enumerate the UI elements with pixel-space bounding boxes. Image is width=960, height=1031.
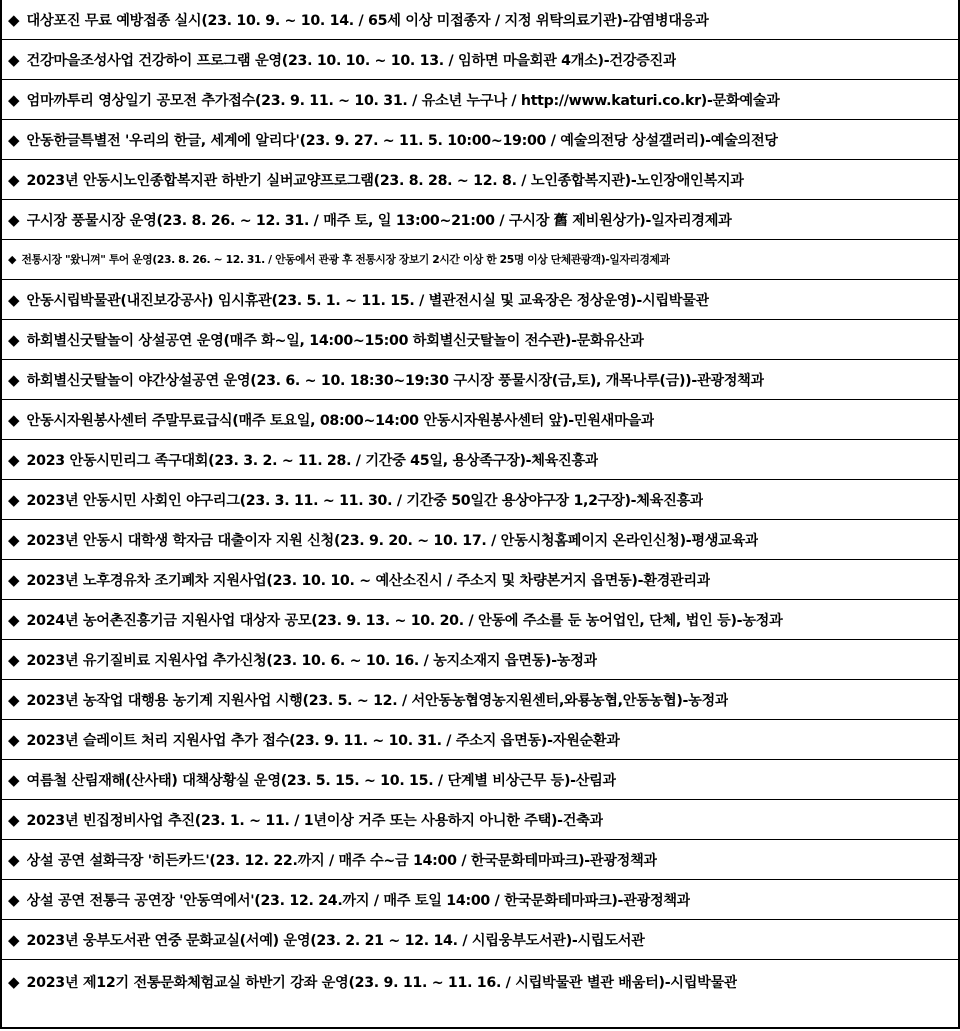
notice-row xyxy=(2,920,958,960)
notice-row xyxy=(2,240,958,280)
notice-list xyxy=(2,0,958,1004)
notice-text: 2023년 슬레이트 처리 지원사업 추가 접수(23. 9. 11. ~ 10. 31. / 주소지 읍면동)-자원순환과 xyxy=(26,732,620,749)
diamond-bullet-icon: ◆ xyxy=(8,450,20,469)
diamond-bullet-icon: ◆ xyxy=(8,10,20,29)
notice-text: 2023년 안동시 대학생 학자금 대출이자 지원 신청(23. 9. 20. ~ 10. 17. / 안동시청홈페이지 온라인신청)-평생교육과 xyxy=(26,532,759,549)
notice-row xyxy=(2,120,958,160)
diamond-bullet-icon: ◆ xyxy=(8,490,20,509)
notice-text: 2023년 빈집정비사업 추진(23. 1. ~ 11. / 1년이상 거주 또는 사용하지 아니한 주택)-건축과 xyxy=(26,812,603,829)
notice-text: 2023년 웅부도서관 연중 문화교실(서예) 운영(23. 2. 21 ~ 12. 14. / 시립웅부도서관)-시립도서관 xyxy=(26,932,645,949)
notice-row xyxy=(2,80,958,120)
notice-row xyxy=(2,840,958,880)
notice-text: 하회별신굿탈놀이 상설공연 운영(매주 화~일, 14:00~15:00 하회별신굿탈놀이 전수관)-문화유산과 xyxy=(26,332,644,349)
notice-text: 2023년 안동시노인종합복지관 하반기 실버교양프로그램(23. 8. 28. ~ 12. 8. / 노인종합복지관)-노인장애인복지과 xyxy=(26,172,744,189)
notice-row xyxy=(2,640,958,680)
diamond-bullet-icon: ◆ xyxy=(8,370,20,389)
diamond-bullet-icon: ◆ xyxy=(8,850,20,869)
diamond-bullet-icon: ◆ xyxy=(8,570,20,589)
notice-text: 2023년 노후경유차 조기폐차 지원사업(23. 10. 10. ~ 예산소진시 / 주소지 및 차량본거지 읍면동)-환경관리과 xyxy=(26,572,711,589)
notice-row xyxy=(2,720,958,760)
diamond-bullet-icon: ◆ xyxy=(8,50,20,69)
notice-row xyxy=(2,480,958,520)
notice-row xyxy=(2,40,958,80)
diamond-bullet-icon: ◆ xyxy=(8,730,20,749)
diamond-bullet-icon: ◆ xyxy=(8,973,20,991)
notice-row xyxy=(2,680,958,720)
notice-text: 상설 공연 전통극 공연장 '안동역에서'(23. 12. 24.까지 / 매주 토일 14:00 / 한국문화테마파크)-관광정책과 xyxy=(26,892,691,909)
diamond-bullet-icon: ◆ xyxy=(8,170,20,189)
notice-text: 전통시장 "왔니껴" 투어 운영(23. 8. 26. ~ 12. 31. / 안동에서 관광 후 전통시장 장보기 2시간 이상 한 25명 이상 단체관광객)-일자리경제과 xyxy=(21,253,670,266)
notice-row xyxy=(2,520,958,560)
diamond-bullet-icon: ◆ xyxy=(8,290,20,309)
diamond-bullet-icon: ◆ xyxy=(8,810,20,829)
diamond-bullet-icon: ◆ xyxy=(8,770,20,789)
notice-row xyxy=(2,960,958,1004)
diamond-bullet-icon: ◆ xyxy=(8,130,20,149)
diamond-bullet-icon: ◆ xyxy=(8,650,20,669)
diamond-bullet-icon: ◆ xyxy=(8,610,20,629)
notice-text: 대상포진 무료 예방접종 실시(23. 10. 9. ~ 10. 14. / 65세 이상 미접종자 / 지정 위탁의료기관)-감염병대응과 xyxy=(26,12,709,29)
diamond-bullet-icon: ◆ xyxy=(8,530,20,549)
notice-row xyxy=(2,400,958,440)
diamond-bullet-icon: ◆ xyxy=(8,210,20,229)
notice-row xyxy=(2,800,958,840)
diamond-bullet-icon: ◆ xyxy=(8,330,20,349)
notice-row xyxy=(2,280,958,320)
notice-row xyxy=(2,880,958,920)
notice-text: 2023년 유기질비료 지원사업 추가신청(23. 10. 6. ~ 10. 16. / 농지소재지 읍면동)-농정과 xyxy=(26,652,598,669)
notice-text: 2023년 안동시민 사회인 야구리그(23. 3. 11. ~ 11. 30. / 기간중 50일간 용상야구장 1,2구장)-체육진흥과 xyxy=(26,492,704,509)
notice-text: 상설 공연 설화극장 '히든카드'(23. 12. 22.까지 / 매주 수~금 14:00 / 한국문화테마파크)-관광정책과 xyxy=(26,852,657,869)
notice-row xyxy=(2,360,958,400)
notice-text: 건강마을조성사업 건강하이 프로그램 운영(23. 10. 10. ~ 10. 13. / 임하면 마을회관 4개소)-건강증진과 xyxy=(26,52,677,69)
diamond-bullet-icon: ◆ xyxy=(8,690,20,709)
notice-row xyxy=(2,560,958,600)
notice-row xyxy=(2,200,958,240)
notice-text: 하회별신굿탈놀이 야간상설공연 운영(23. 6. ~ 10. 18:30~19:30 구시장 풍물시장(금,토), 개목나루(금))-관광정책과 xyxy=(26,372,764,389)
notice-row xyxy=(2,440,958,480)
notice-text: 여름철 산림재해(산사태) 대책상황실 운영(23. 5. 15. ~ 10. 15. / 단계별 비상근무 등)-산림과 xyxy=(26,772,616,789)
notice-text: 엄마까투리 영상일기 공모전 추가접수(23. 9. 11. ~ 10. 31. / 유소년 누구나 / http://www.katuri.co.kr)-문화예술과 xyxy=(26,92,780,109)
notice-row xyxy=(2,0,958,40)
notice-text: 안동시립박물관(내진보강공사) 임시휴관(23. 5. 1. ~ 11. 15. / 별관전시실 및 교육장은 정상운영)-시립박물관 xyxy=(26,292,709,309)
notice-row xyxy=(2,320,958,360)
notice-text: 2023 안동시민리그 족구대회(23. 3. 2. ~ 11. 28. / 기간중 45일, 용상족구장)-체육진흥과 xyxy=(26,452,599,469)
notice-text: 2023년 제12기 전통문화체험교실 하반기 강좌 운영(23. 9. 11. ~ 11. 16. / 시립박물관 별관 배움터)-시립박물관 xyxy=(26,975,738,991)
notice-text: 2023년 농작업 대행용 농기계 지원사업 시행(23. 5. ~ 12. / 서안동농협영농지원센터,와룡농협,안동농협)-농정과 xyxy=(26,692,729,709)
notice-text: 구시장 풍물시장 운영(23. 8. 26. ~ 12. 31. / 매주 토, 일 13:00~21:00 / 구시장 舊 제비원상가)-일자리경제과 xyxy=(26,212,732,229)
diamond-bullet-icon: ◆ xyxy=(8,930,20,949)
notice-row xyxy=(2,760,958,800)
diamond-bullet-icon: ◆ xyxy=(8,890,20,909)
notice-row xyxy=(2,160,958,200)
notice-text: 2024년 농어촌진흥기금 지원사업 대상자 공모(23. 9. 13. ~ 10. 20. / 안동에 주소를 둔 농어업인, 단체, 법인 등)-농정과 xyxy=(26,612,783,629)
diamond-bullet-icon: ◆ xyxy=(8,90,20,109)
notice-row xyxy=(2,600,958,640)
diamond-bullet-icon: ◆ xyxy=(8,253,17,266)
notice-text: 안동한글특별전 '우리의 한글, 세계에 알리다'(23. 9. 27. ~ 11. 5. 10:00~19:00 / 예술의전당 상설갤러리)-예술의전당 xyxy=(26,132,778,149)
notice-text: 안동시자원봉사센터 주말무료급식(매주 토요일, 08:00~14:00 안동시자원봉사센터 앞)-민원새마을과 xyxy=(26,412,655,429)
diamond-bullet-icon: ◆ xyxy=(8,410,20,429)
